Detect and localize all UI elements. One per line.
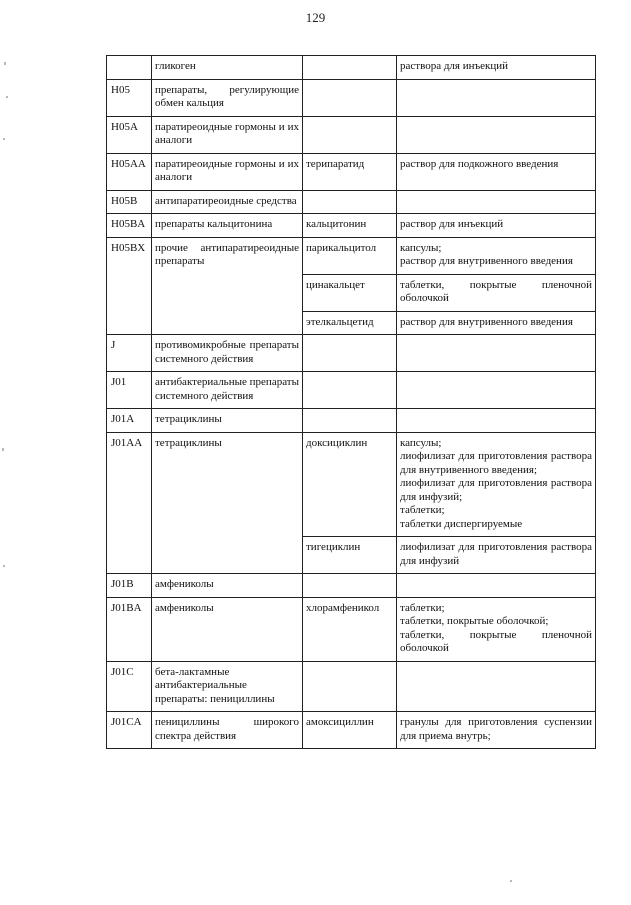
dosage-form-line: таблетки, покрытые пленочной оболочкой (400, 278, 592, 304)
atc-code-cell: J01C (107, 661, 152, 712)
scan-speck (2, 448, 4, 451)
dosage-form-cell (397, 190, 596, 214)
group-cell: антибактериальные препараты системного действия (152, 372, 303, 409)
dosage-form-line: раствор для внутривенного введения (400, 315, 573, 328)
table-row (107, 79, 596, 116)
dosage-form-line: раствор для инъекций (400, 218, 504, 230)
scan-speck (3, 565, 5, 567)
dosage-form-line: капсулы; (400, 241, 442, 254)
atc-code-cell (107, 56, 152, 80)
group-cell: антипаратиреоидные средства (152, 190, 303, 214)
drug-cell (303, 79, 397, 116)
dosage-form-line: таблетки диспергируемые (400, 517, 523, 530)
dosage-form-cell (397, 56, 596, 80)
atc-code-cell: H05BA (107, 214, 152, 238)
dosage-form-line: капсулы; (400, 436, 442, 449)
table-row (107, 116, 596, 153)
dosage-form-line: таблетки; (400, 504, 445, 516)
dosage-form-cell (397, 537, 596, 574)
dosage-form-cell (397, 116, 596, 153)
drug-cell: терипаратид (303, 153, 397, 190)
table-row (107, 661, 596, 712)
scan-speck (510, 880, 512, 882)
atc-code-cell: J01 (107, 372, 152, 409)
dosage-form-cell (397, 335, 596, 372)
table-row (107, 335, 596, 372)
drug-cell (303, 190, 397, 214)
table-row (107, 214, 596, 238)
dosage-form-cell (397, 432, 596, 537)
dosage-form-line: гранулы для приготовления суспензии для приема внутрь; (400, 716, 592, 742)
table-row (107, 712, 596, 749)
atc-code-cell: J01B (107, 574, 152, 598)
dosage-form-cell (397, 237, 596, 274)
table-row (107, 432, 596, 537)
dosage-form-line: лиофилизат для приготовления раствора для инфузий (400, 541, 592, 567)
page-number: 129 (305, 10, 326, 25)
dosage-form-cell (397, 574, 596, 598)
atc-code-cell: H05A (107, 116, 152, 153)
atc-code-cell: J (107, 335, 152, 372)
dosage-form-cell (397, 372, 596, 409)
dosage-form-line: лиофилизат для приготовления раствора для инфузий; (400, 477, 592, 503)
drug-cell: кальцитонин (303, 214, 397, 238)
dosage-form-cell (397, 274, 596, 311)
atc-drug-table (106, 55, 596, 749)
dosage-form-cell (397, 712, 596, 749)
drug-cell: тигециклин (303, 537, 397, 574)
group-cell: противомикробные препараты системного действия (152, 335, 303, 372)
scan-speck (3, 138, 5, 140)
atc-code-cell: H05B (107, 190, 152, 214)
table-row (107, 237, 596, 274)
group-cell: прочие антипаратиреоидные препараты (152, 237, 303, 335)
dosage-form-line: раствор для подкожного введения (400, 157, 559, 170)
table-row (107, 574, 596, 598)
group-cell: препараты, регулирующие обмен кальция (152, 79, 303, 116)
dosage-form-line: раствора для инъекций (400, 60, 509, 72)
group-cell: амфениколы (152, 597, 303, 661)
table-row (107, 56, 596, 80)
table-row (107, 190, 596, 214)
table-row (107, 409, 596, 433)
dosage-form-cell (397, 661, 596, 712)
dosage-form-cell (397, 409, 596, 433)
dosage-form-cell (397, 597, 596, 661)
table-row (107, 597, 596, 661)
group-cell: тетрациклины (152, 432, 303, 574)
group-cell: паратиреоидные гормоны и их аналоги (152, 116, 303, 153)
drug-cell: хлорамфеникол (303, 597, 397, 661)
scan-speck (6, 96, 8, 98)
group-cell: паратиреоидные гормоны и их аналоги (152, 153, 303, 190)
drug-cell (303, 116, 397, 153)
dosage-form-cell (397, 311, 596, 335)
scan-speck (4, 62, 6, 65)
table-row (107, 372, 596, 409)
group-cell: тетрациклины (152, 409, 303, 433)
dosage-form-line: раствор для внутривенного введения (400, 255, 573, 267)
drug-cell: цинакальцет (303, 274, 397, 311)
group-cell: гликоген (152, 56, 303, 80)
dosage-form-line: таблетки, покрытые оболочкой; (400, 615, 549, 627)
dosage-form-cell (397, 79, 596, 116)
atc-code-cell: H05 (107, 79, 152, 116)
group-cell: бета-лактамные антибактериальные препараты: пенициллины (152, 661, 303, 712)
drug-cell: доксициклин (303, 432, 397, 537)
group-cell: пенициллины широкого спектра действия (152, 712, 303, 749)
drug-cell: этелкальцетид (303, 311, 397, 335)
atc-code-cell: J01BA (107, 597, 152, 661)
drug-cell (303, 409, 397, 433)
dosage-form-line: таблетки, покрытые пленочной оболочкой (400, 628, 592, 654)
dosage-form-line: таблетки; (400, 601, 445, 614)
drug-cell (303, 574, 397, 598)
dosage-form-cell (397, 214, 596, 238)
drug-cell (303, 335, 397, 372)
drug-cell: амоксициллин (303, 712, 397, 749)
atc-code-cell: J01AA (107, 432, 152, 574)
atc-code-cell: J01A (107, 409, 152, 433)
group-cell: амфениколы (152, 574, 303, 598)
drug-cell (303, 372, 397, 409)
atc-code-cell: H05AA (107, 153, 152, 190)
group-cell: препараты кальцитонина (152, 214, 303, 238)
drug-cell: парикальцитол (303, 237, 397, 274)
drug-cell (303, 661, 397, 712)
dosage-form-cell (397, 153, 596, 190)
table-row (107, 153, 596, 190)
drug-cell (303, 56, 397, 80)
atc-code-cell: H05BX (107, 237, 152, 335)
dosage-form-line: лиофилизат для приготовления раствора для внутривенного введения; (400, 450, 592, 476)
atc-code-cell: J01CA (107, 712, 152, 749)
